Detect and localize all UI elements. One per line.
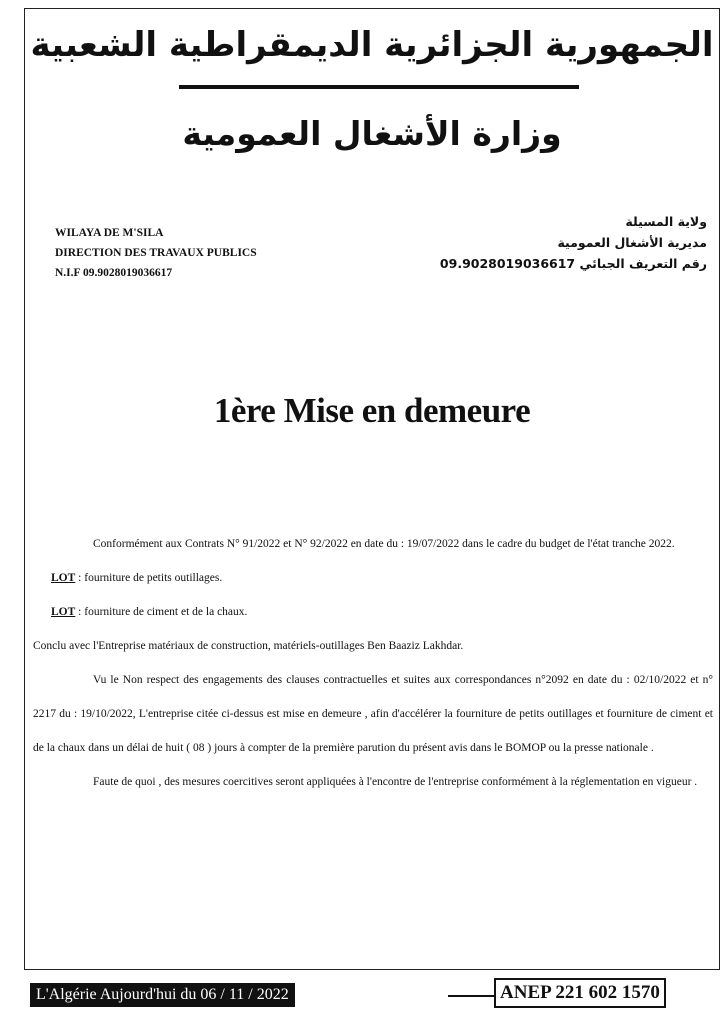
arabic-republic-heading: الجمهورية الجزائرية الديمقراطية الشعبية (30, 25, 714, 65)
anep-reference: ANEP 221 602 1570 (494, 978, 666, 1008)
lot-item-tools (33, 561, 713, 595)
lot-item-cement (33, 595, 713, 629)
document-frame (24, 8, 720, 970)
arabic-header-direction: مديرية الأشغال العمومية (557, 235, 707, 250)
arabic-ministry-heading: وزارة الأشغال العمومية (182, 114, 562, 153)
lot-text: : fourniture de ciment et de la chaux. (75, 606, 248, 618)
french-header-wilaya: WILAYA DE M'SILA (55, 227, 164, 239)
body-paragraph-contracts: Conformément aux Contrats N° 91/2022 et N° 92/2022 en date du : 19/07/2022 dans le cadre du budget de l'état tranche 2022. (93, 538, 675, 550)
french-header-direction: DIRECTION DES TRAVAUX PUBLICS (55, 247, 257, 259)
french-header-nif: N.I.F 09.9028019036617 (55, 267, 173, 279)
newspaper-reference: L'Algérie Aujourd'hui du 06 / 11 / 2022 (30, 983, 295, 1007)
footer-connector-line (448, 995, 494, 997)
arabic-header-block (440, 211, 707, 274)
lot-label: LOT (51, 572, 76, 584)
body-paragraph-notice: Vu le Non respect des engagements des clauses contractuelles et suites aux correspondances n°2092 en date du : 02/10/2022 et n° 2217 du : 19/10/2022, L'entreprise citée ci-dessus est mise en demeure , afin d'accélérer la fourniture de petits outillages et fourniture de ciment et de la chaux dans un délai de huit ( 08 ) jours à compter de la première parution du présent avis dans le BOMOP ou la presse nationale . (33, 674, 713, 754)
arabic-header-wilaya: ولاية المسيلة (625, 214, 707, 229)
document-title: 1ère Mise en demeure (213, 391, 531, 430)
lot-text: : fourniture de petits outillages. (75, 572, 223, 584)
document-body (33, 527, 713, 799)
heading-divider (179, 85, 579, 89)
lot-label: LOT (51, 606, 76, 618)
body-paragraph-contractor: Conclu avec l'Entreprise matériaux de construction, matériels-outillages Ben Baaziz Lakhdar. (33, 640, 464, 652)
arabic-header-nif: رقم التعريف الجبائي 09.9028019036617 (439, 256, 707, 271)
body-paragraph-consequence: Faute de quoi , des mesures coercitives seront appliquées à l'encontre de l'entreprise conformément à la réglementation en vigueur . (93, 776, 698, 788)
french-header-block (55, 223, 257, 283)
